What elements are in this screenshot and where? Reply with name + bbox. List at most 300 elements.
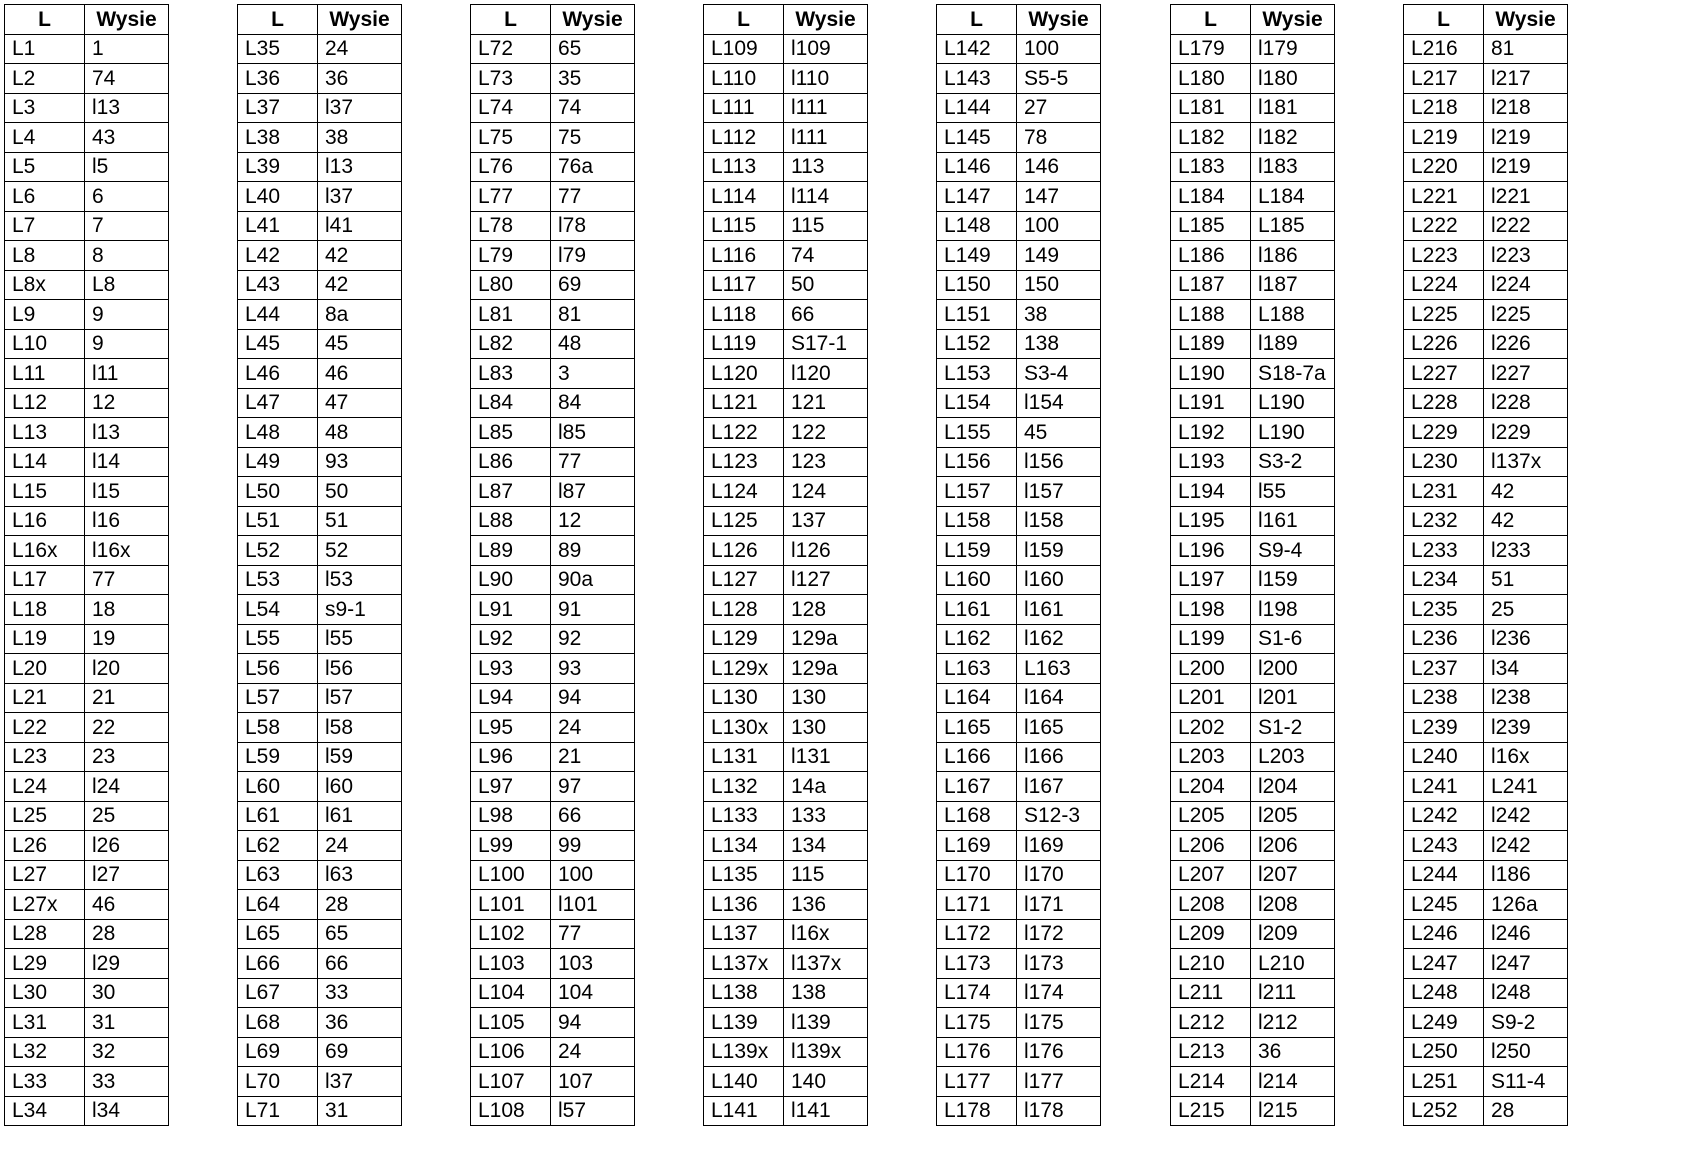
cell-wysie: 123	[784, 447, 868, 477]
table-row	[238, 801, 402, 831]
header-l: L	[5, 5, 85, 35]
cell-l: L133	[704, 801, 784, 831]
table-row	[937, 713, 1101, 743]
table-row	[5, 831, 169, 861]
cell-wysie: 128	[784, 595, 868, 625]
cell-wysie: L190	[1251, 418, 1335, 448]
cell-l: L84	[471, 388, 551, 418]
cell-l: L251	[1404, 1067, 1484, 1097]
cell-wysie: l219	[1484, 123, 1568, 153]
table-row	[1171, 300, 1335, 330]
table-row	[1404, 565, 1568, 595]
table-row	[937, 152, 1101, 182]
table-row	[1171, 388, 1335, 418]
table-row	[5, 329, 169, 359]
table-row	[471, 890, 635, 920]
cell-wysie: l225	[1484, 300, 1568, 330]
table-row	[937, 654, 1101, 684]
cell-l: L123	[704, 447, 784, 477]
cell-wysie: S18-7a	[1251, 359, 1335, 389]
cell-wysie: l250	[1484, 1037, 1568, 1067]
cell-l: L58	[238, 713, 318, 743]
cell-wysie: 74	[551, 93, 635, 123]
table-row	[1171, 418, 1335, 448]
table-row	[1171, 506, 1335, 536]
cell-wysie: 48	[551, 329, 635, 359]
cell-l: L47	[238, 388, 318, 418]
cell-l: L130	[704, 683, 784, 713]
table-row	[937, 93, 1101, 123]
cell-l: L59	[238, 742, 318, 772]
cell-l: L208	[1171, 890, 1251, 920]
table-row	[471, 1096, 635, 1126]
cell-l: L202	[1171, 713, 1251, 743]
table-row	[937, 359, 1101, 389]
header-wysie: Wysie	[318, 5, 402, 35]
cell-wysie: l209	[1251, 919, 1335, 949]
cell-l: L8x	[5, 270, 85, 300]
cell-wysie: 45	[1017, 418, 1101, 448]
cell-wysie: l164	[1017, 683, 1101, 713]
cell-wysie: l16	[85, 506, 169, 536]
cell-l: L135	[704, 860, 784, 890]
cell-l: L34	[5, 1096, 85, 1126]
cell-l: L48	[238, 418, 318, 448]
cell-wysie: L185	[1251, 211, 1335, 241]
table-row	[471, 654, 635, 684]
header-l: L	[238, 5, 318, 35]
cell-l: L159	[937, 536, 1017, 566]
cell-wysie: 27	[1017, 93, 1101, 123]
lw-table-2	[237, 4, 402, 1126]
table-row	[704, 152, 868, 182]
cell-wysie: 77	[551, 919, 635, 949]
table-row	[238, 1037, 402, 1067]
cell-l: L134	[704, 831, 784, 861]
header-row	[238, 5, 402, 35]
table-row	[5, 683, 169, 713]
cell-wysie: 69	[551, 270, 635, 300]
cell-wysie: l111	[784, 93, 868, 123]
table-row	[471, 742, 635, 772]
cell-l: L51	[238, 506, 318, 536]
cell-l: L40	[238, 182, 318, 212]
table-row	[238, 123, 402, 153]
cell-l: L21	[5, 683, 85, 713]
cell-l: L197	[1171, 565, 1251, 595]
cell-l: L216	[1404, 34, 1484, 64]
cell-wysie: 24	[551, 1037, 635, 1067]
table-row	[937, 595, 1101, 625]
cell-wysie: l14	[85, 447, 169, 477]
cell-wysie: l186	[1484, 860, 1568, 890]
cell-wysie: 77	[551, 182, 635, 212]
cell-wysie: 84	[551, 388, 635, 418]
cell-l: L46	[238, 359, 318, 389]
cell-l: L90	[471, 565, 551, 595]
cell-l: L122	[704, 418, 784, 448]
cell-l: L252	[1404, 1096, 1484, 1126]
cell-wysie: S11-4	[1484, 1067, 1568, 1097]
cell-wysie: l224	[1484, 270, 1568, 300]
cell-l: L193	[1171, 447, 1251, 477]
table-row	[238, 64, 402, 94]
table-row	[1404, 182, 1568, 212]
table-row	[704, 919, 868, 949]
cell-l: L241	[1404, 772, 1484, 802]
table-row	[704, 93, 868, 123]
cell-wysie: l37	[318, 93, 402, 123]
cell-l: L37	[238, 93, 318, 123]
table-row	[5, 949, 169, 979]
cell-wysie: S3-2	[1251, 447, 1335, 477]
cell-l: L185	[1171, 211, 1251, 241]
cell-wysie: 93	[318, 447, 402, 477]
cell-wysie: l158	[1017, 506, 1101, 536]
table-row	[471, 536, 635, 566]
table-row	[1171, 477, 1335, 507]
header-wysie: Wysie	[1484, 5, 1568, 35]
table-row	[1171, 772, 1335, 802]
cell-l: L210	[1171, 949, 1251, 979]
table-row	[471, 1037, 635, 1067]
cell-wysie: l139x	[784, 1037, 868, 1067]
cell-wysie: l212	[1251, 1008, 1335, 1038]
cell-wysie: 100	[1017, 34, 1101, 64]
cell-l: L67	[238, 978, 318, 1008]
cell-wysie: 9	[85, 329, 169, 359]
cell-wysie: l109	[784, 34, 868, 64]
cell-l: L245	[1404, 890, 1484, 920]
cell-l: L151	[937, 300, 1017, 330]
cell-wysie: 28	[85, 919, 169, 949]
table-row	[1171, 123, 1335, 153]
cell-l: L199	[1171, 624, 1251, 654]
cell-l: L223	[1404, 241, 1484, 271]
table-row	[1171, 329, 1335, 359]
table-row	[937, 1037, 1101, 1067]
table-row	[704, 34, 868, 64]
cell-wysie: S9-2	[1484, 1008, 1568, 1038]
cell-l: L232	[1404, 506, 1484, 536]
table-row	[937, 860, 1101, 890]
cell-l: L7	[5, 211, 85, 241]
table-row	[5, 1008, 169, 1038]
cell-wysie: 24	[318, 831, 402, 861]
cell-l: L196	[1171, 536, 1251, 566]
cell-wysie: 89	[551, 536, 635, 566]
table-row	[937, 270, 1101, 300]
table-row	[937, 949, 1101, 979]
cell-wysie: 126a	[1484, 890, 1568, 920]
table-row	[471, 300, 635, 330]
cell-l: L227	[1404, 359, 1484, 389]
cell-l: L118	[704, 300, 784, 330]
cell-l: L140	[704, 1067, 784, 1097]
cell-wysie: 35	[551, 64, 635, 94]
table-row	[471, 565, 635, 595]
table-row	[937, 182, 1101, 212]
cell-l: L115	[704, 211, 784, 241]
cell-wysie: l63	[318, 860, 402, 890]
cell-l: L16	[5, 506, 85, 536]
cell-wysie: l59	[318, 742, 402, 772]
cell-l: L33	[5, 1067, 85, 1097]
cell-wysie: 138	[784, 978, 868, 1008]
cell-wysie: l177	[1017, 1067, 1101, 1097]
cell-l: L237	[1404, 654, 1484, 684]
cell-l: L9	[5, 300, 85, 330]
cell-wysie: l187	[1251, 270, 1335, 300]
cell-wysie: 81	[1484, 34, 1568, 64]
table-row	[471, 713, 635, 743]
cell-wysie: l236	[1484, 624, 1568, 654]
table-row	[238, 447, 402, 477]
cell-l: L11	[5, 359, 85, 389]
cell-l: L113	[704, 152, 784, 182]
cell-l: L139	[704, 1008, 784, 1038]
cell-wysie: l204	[1251, 772, 1335, 802]
cell-l: L239	[1404, 713, 1484, 743]
cell-l: L235	[1404, 595, 1484, 625]
cell-l: L225	[1404, 300, 1484, 330]
table-row	[937, 241, 1101, 271]
cell-l: L155	[937, 418, 1017, 448]
cell-wysie: 52	[318, 536, 402, 566]
table-row	[704, 1067, 868, 1097]
table-row	[1404, 683, 1568, 713]
cell-l: L86	[471, 447, 551, 477]
table-row	[471, 772, 635, 802]
table-row	[937, 978, 1101, 1008]
cell-l: L69	[238, 1037, 318, 1067]
table-row	[471, 447, 635, 477]
cell-wysie: l154	[1017, 388, 1101, 418]
cell-l: L163	[937, 654, 1017, 684]
table-row	[1404, 1008, 1568, 1038]
cell-l: L8	[5, 241, 85, 271]
cell-wysie: S12-3	[1017, 801, 1101, 831]
table-row	[5, 270, 169, 300]
cell-l: L60	[238, 772, 318, 802]
table-row	[704, 742, 868, 772]
cell-wysie: l162	[1017, 624, 1101, 654]
table-row	[1404, 93, 1568, 123]
cell-wysie: 146	[1017, 152, 1101, 182]
cell-l: L164	[937, 683, 1017, 713]
cell-wysie: 129a	[784, 624, 868, 654]
table-row	[1171, 93, 1335, 123]
lw-table-6	[1170, 4, 1335, 1126]
cell-wysie: 19	[85, 624, 169, 654]
cell-l: L79	[471, 241, 551, 271]
cell-wysie: l131	[784, 742, 868, 772]
cell-l: L82	[471, 329, 551, 359]
cell-l: L249	[1404, 1008, 1484, 1038]
cell-wysie: l174	[1017, 978, 1101, 1008]
cell-wysie: L184	[1251, 182, 1335, 212]
cell-wysie: l16x	[85, 536, 169, 566]
cell-l: L166	[937, 742, 1017, 772]
cell-l: L177	[937, 1067, 1017, 1097]
cell-l: L124	[704, 477, 784, 507]
cell-l: L212	[1171, 1008, 1251, 1038]
table-row	[5, 742, 169, 772]
cell-l: L16x	[5, 536, 85, 566]
cell-wysie: 8	[85, 241, 169, 271]
cell-l: L4	[5, 123, 85, 153]
table-row	[704, 447, 868, 477]
cell-wysie: l229	[1484, 418, 1568, 448]
cell-wysie: 129a	[784, 654, 868, 684]
cell-wysie: 23	[85, 742, 169, 772]
table-row	[1171, 1067, 1335, 1097]
table-row	[937, 565, 1101, 595]
cell-wysie: l160	[1017, 565, 1101, 595]
cell-wysie: 130	[784, 683, 868, 713]
cell-wysie: 74	[85, 64, 169, 94]
table-row	[1171, 949, 1335, 979]
cell-l: L142	[937, 34, 1017, 64]
cell-l: L87	[471, 477, 551, 507]
cell-l: L242	[1404, 801, 1484, 831]
cell-l: L229	[1404, 418, 1484, 448]
cell-l: L148	[937, 211, 1017, 241]
cell-wysie: l34	[1484, 654, 1568, 684]
cell-l: L120	[704, 359, 784, 389]
cell-wysie: 30	[85, 978, 169, 1008]
cell-wysie: l137x	[1484, 447, 1568, 477]
cell-l: L66	[238, 949, 318, 979]
table-row	[5, 506, 169, 536]
table-row	[704, 1096, 868, 1126]
table-row	[238, 152, 402, 182]
cell-wysie: 65	[318, 919, 402, 949]
header-wysie: Wysie	[1017, 5, 1101, 35]
cell-wysie: 42	[1484, 506, 1568, 536]
table-row	[238, 182, 402, 212]
cell-wysie: 122	[784, 418, 868, 448]
table-row	[1404, 1067, 1568, 1097]
cell-l: L248	[1404, 978, 1484, 1008]
cell-wysie: l176	[1017, 1037, 1101, 1067]
table-row	[5, 182, 169, 212]
cell-wysie: l221	[1484, 182, 1568, 212]
cell-wysie: 25	[85, 801, 169, 831]
header-row	[937, 5, 1101, 35]
table-row	[471, 477, 635, 507]
table-row	[471, 241, 635, 271]
cell-wysie: 33	[85, 1067, 169, 1097]
table-row	[1171, 34, 1335, 64]
cell-l: L243	[1404, 831, 1484, 861]
cell-l: L157	[937, 477, 1017, 507]
cell-l: L65	[238, 919, 318, 949]
cell-wysie: 124	[784, 477, 868, 507]
table-row	[471, 919, 635, 949]
cell-wysie: l159	[1017, 536, 1101, 566]
cell-l: L119	[704, 329, 784, 359]
cell-l: L3	[5, 93, 85, 123]
cell-l: L233	[1404, 536, 1484, 566]
cell-l: L78	[471, 211, 551, 241]
cell-l: L181	[1171, 93, 1251, 123]
table-row	[471, 1008, 635, 1038]
table-row	[1171, 713, 1335, 743]
table-row	[238, 683, 402, 713]
table-row	[704, 270, 868, 300]
table-row	[937, 123, 1101, 153]
table-row	[704, 300, 868, 330]
cell-wysie: l219	[1484, 152, 1568, 182]
cell-l: L50	[238, 477, 318, 507]
table-row	[1404, 34, 1568, 64]
table-row	[704, 949, 868, 979]
cell-l: L105	[471, 1008, 551, 1038]
table-row	[471, 949, 635, 979]
cell-wysie: 91	[551, 595, 635, 625]
table-row	[704, 123, 868, 153]
cell-l: L145	[937, 123, 1017, 153]
table-row	[937, 683, 1101, 713]
cell-wysie: 3	[551, 359, 635, 389]
table-row	[238, 1008, 402, 1038]
cell-l: L112	[704, 123, 784, 153]
table-row	[5, 93, 169, 123]
table-row	[5, 211, 169, 241]
cell-wysie: l207	[1251, 860, 1335, 890]
cell-wysie: l211	[1251, 978, 1335, 1008]
table-row	[5, 860, 169, 890]
table-row	[238, 388, 402, 418]
lw-table-7	[1403, 4, 1568, 1126]
cell-l: L18	[5, 595, 85, 625]
table-row	[471, 64, 635, 94]
cell-wysie: l126	[784, 536, 868, 566]
cell-l: L121	[704, 388, 784, 418]
table-row	[1171, 536, 1335, 566]
table-row	[238, 211, 402, 241]
cell-l: L190	[1171, 359, 1251, 389]
table-row	[1404, 329, 1568, 359]
header-wysie: Wysie	[85, 5, 169, 35]
header-row	[1171, 5, 1335, 35]
cell-wysie: l27	[85, 860, 169, 890]
header-l: L	[471, 5, 551, 35]
cell-l: L17	[5, 565, 85, 595]
cell-l: L129x	[704, 654, 784, 684]
cell-l: L169	[937, 831, 1017, 861]
cell-wysie: 104	[551, 978, 635, 1008]
cell-l: L102	[471, 919, 551, 949]
cell-l: L154	[937, 388, 1017, 418]
cell-wysie: 113	[784, 152, 868, 182]
cell-wysie: 31	[318, 1096, 402, 1126]
cell-l: L187	[1171, 270, 1251, 300]
cell-wysie: S3-4	[1017, 359, 1101, 389]
cell-l: L103	[471, 949, 551, 979]
cell-l: L27x	[5, 890, 85, 920]
header-row	[5, 5, 169, 35]
cell-l: L117	[704, 270, 784, 300]
cell-wysie: l60	[318, 772, 402, 802]
cell-wysie: 77	[551, 447, 635, 477]
cell-l: L213	[1171, 1037, 1251, 1067]
cell-l: L77	[471, 182, 551, 212]
cell-l: L88	[471, 506, 551, 536]
table-row	[5, 536, 169, 566]
cell-wysie: S17-1	[784, 329, 868, 359]
